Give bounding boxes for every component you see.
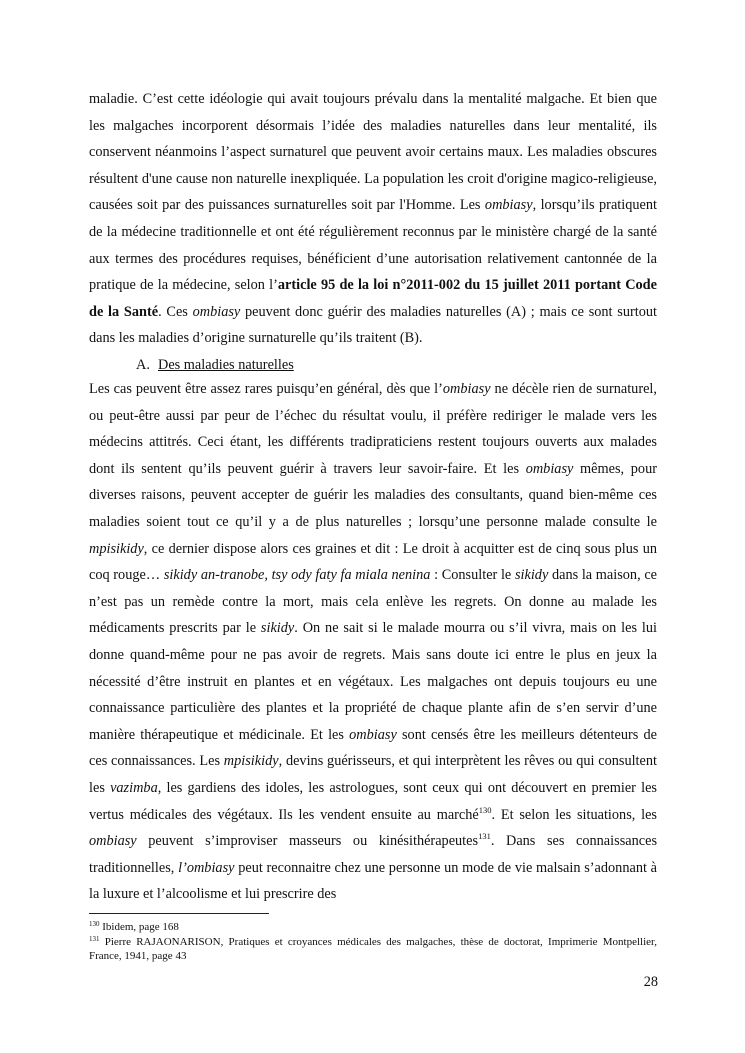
text-run: maladie. C’est cette idéologie qui avait toujours prévalu dans la mentalité malgache. Et bien que les malgaches incorporent désormais l’idée des maladies naturelles dans leur mentalité, ils conservent néanmoins l’aspect surnaturel que peuvent avoir certains maux. Les maladies obscures résultent d'une cause non naturelle inexpliquée. La population les croit d'origine magico-religieuse, causées soit par des puissances surnaturelles soit par l'Homme. Les: [89, 91, 657, 214]
footnote-number: 131: [89, 934, 100, 943]
section-letter: A.: [136, 357, 150, 373]
text-run: . Ces: [158, 303, 193, 320]
section-heading: [136, 354, 294, 376]
italic-term: ombiasy: [525, 460, 574, 477]
italic-term: sikidy: [260, 620, 295, 637]
text-run: mêmes, pour diverses raisons, peuvent accepter de guérir les maladies des consultants, quand bien-même ces maladies soient tout ce qu’il y a de plus naturelles ; lorsqu’une personne malade consulte le: [89, 460, 657, 530]
italic-term: ombiasy: [89, 833, 137, 850]
footnote: [89, 920, 657, 935]
footnote-ref[interactable]: 130: [478, 804, 492, 815]
text-run: Les cas peuvent être assez rares puisqu’en général, dès que l’: [89, 381, 443, 397]
body-paragraph-2: [89, 376, 657, 908]
section-title: Des maladies naturelles: [158, 357, 294, 373]
italic-term: vazimba: [110, 779, 158, 796]
text-run: dans la maison, ce n’est pas un remède contre la mort, mais cela enlève les regrets. On donne au malade les médicaments prescrits par le: [89, 567, 658, 637]
italic-term: ombiasy: [442, 381, 491, 397]
italic-term: ombiasy: [192, 303, 241, 320]
text-run: , les gardiens des idoles, les astrologues, sont ceux qui ont découvert en premier les vertus médicales des végétaux. Ils les vendent ensuite au marché: [89, 779, 657, 823]
italic-term: l’ombiasy: [178, 859, 235, 876]
text-run: . Et selon les situations, les: [491, 806, 657, 823]
bold-legal-reference: article 95 de la loi n°2011-002 du 15 juillet 2011 portant Code de la Santé: [89, 277, 657, 320]
text-run: peut reconnaitre chez une personne un mode de vie malsain s’adonnant à la luxure et l’alcoolisme et lui prescrire des: [89, 859, 658, 903]
text-run: ne décèle rien de surnaturel, ou peut-être aussi par peur de l’échec du résultat voulu, il préfère rediriger le malade vers les médecins attitrés. Ceci étant, les différents tradipraticiens restent toujours ouverts aux malades dont ils sentent qu’ils peuvent guérir à travers leur savoir-faire. Et les: [89, 381, 657, 477]
footnote-text: Pierre RAJAONARISON, Pratiques et croyances médicales des malgaches, thèse de doctorat, Imprimerie Montpellier, France, 1941, page 43: [89, 935, 657, 962]
footnotes: [89, 920, 657, 964]
page-number: 28: [643, 974, 658, 990]
text-run: . Dans ses connaissances traditionnelles,: [89, 833, 658, 876]
text-run: peuvent donc guérir des maladies naturelles (A) ; mais ce sont surtout dans les maladies d’origine surnaturelle qu’ils traitent (B).: [89, 303, 657, 347]
text-run: . On ne sait si le malade mourra ou s’il vivra, mais on les lui donne quand-même pour ne pas avoir de regrets. Mais sans doute ici entre le plus en jeux la nécessité d’être instruit en plantes et en végétaux. Les malgaches ont depuis toujours eu une connaissance particulière des plantes et la propriété de chaque plante afin de s’en servir d’une manière thérapeutique et médicinale. Et les: [89, 620, 658, 743]
text-run: , lorsqu’ils pratiquent de la médecine traditionnelle et ont été régulièrement reconnus par le ministère chargé de la santé aux termes des procédures requises, bénéficient d’une autorisation relativement cantonnée de la pratique de la médecine, selon l’: [89, 197, 657, 294]
paragraph: [89, 86, 657, 352]
paragraph: [89, 376, 657, 908]
text-run: : Consulter le: [430, 567, 515, 584]
italic-term: ombiasy: [484, 197, 533, 214]
text-run: peuvent s’improviser masseurs ou kinésithérapeutes: [136, 833, 479, 850]
footnote-text: Ibidem, page 168: [99, 921, 179, 933]
text-run: sont censés être les meilleurs détenteurs de ces connaissances. Les: [89, 726, 658, 770]
italic-term: ombiasy: [349, 726, 397, 743]
footnote-separator: [89, 913, 269, 914]
body-paragraph-1: [89, 86, 657, 352]
text-run: , devins guérisseurs, et qui interprètent les rêves ou qui consultent les: [89, 753, 657, 796]
italic-quote: sikidy an-tranobe, tsy ody faty fa miala nenina: [163, 567, 431, 584]
italic-term: sikidy: [514, 567, 549, 584]
italic-term: mpisikidy: [223, 753, 279, 770]
footnote-number: 130: [89, 920, 100, 928]
italic-term: mpisikidy: [89, 540, 144, 557]
text-run: , ce dernier dispose alors ces graines et dit : Le droit à acquitter est de cinq sous plus un coq rouge…: [89, 540, 657, 584]
footnote-ref[interactable]: 131: [478, 831, 491, 842]
footnote: [89, 935, 657, 964]
